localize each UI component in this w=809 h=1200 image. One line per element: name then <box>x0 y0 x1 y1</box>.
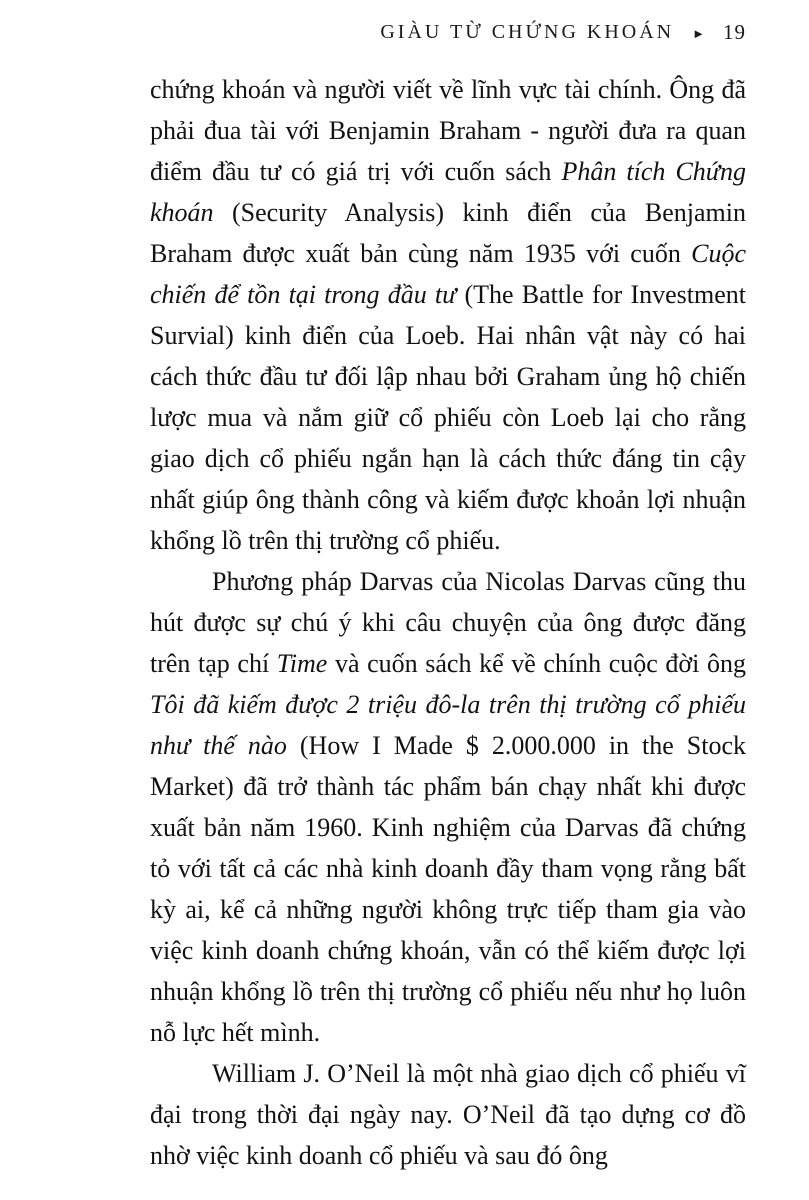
paragraph-3 <box>150 1053 746 1176</box>
page-header <box>150 20 746 45</box>
arrow-right-icon: ► <box>692 26 705 41</box>
book-title-italic: Tôi đã kiếm được 2 triệu đô-la trên thị trường cổ phiếu như thế nào <box>150 690 746 760</box>
text-run: (The Battle for Investment Survial) kinh điển của Loeb. Hai nhân vật này có hai cách thức đầu tư đối lập nhau bởi Graham ủng hộ chiến lược mua và nắm giữ cổ phiếu còn Loeb lại cho rằng giao dịch cổ phiếu ngắn hạn là cách thức đáng tin cậy nhất giúp ông thành công và kiếm được khoản lợi nhuận khổng lồ trên thị trường cổ phiếu. <box>150 280 746 555</box>
book-title-italic: Phân tích Chứng khoán <box>150 157 746 227</box>
text-run: Phương pháp Darvas của Nicolas Darvas cũng thu hút được sự chú ý khi câu chuyện của ông được đăng trên tạp chí <box>150 567 746 678</box>
page-body <box>150 69 746 1176</box>
paragraph-1 <box>150 69 746 561</box>
text-run: (How I Made $ 2.000.000 in the Stock Market) đã trở thành tác phẩm bán chạy nhất khi được xuất bản năm 1960. Kinh nghiệm của Darvas đã chứng tỏ với tất cả các nhà kinh doanh đầy tham vọng rằng bất kỳ ai, kể cả những người không trực tiếp tham gia vào việc kinh doanh chứng khoán, vẫn có thể kiếm được lợi nhuận khổng lồ trên thị trường cổ phiếu nếu như họ luôn nỗ lực hết mình. <box>150 731 746 1047</box>
running-title: GIÀU TỪ CHỨNG KHOÁN <box>380 21 675 43</box>
text-run: William J. O’Neil là một nhà giao dịch cổ phiếu vĩ đại trong thời đại ngày nay. O’Neil đã tạo dựng cơ đồ nhờ việc kinh doanh cổ phiếu và sau đó ông <box>150 1059 746 1170</box>
magazine-title-italic: Time <box>276 649 328 678</box>
book-title-italic: Cuộc chiến để tồn tại trong đầu tư <box>150 239 746 309</box>
paragraph-2 <box>150 561 746 1053</box>
text-run: (Security Analysis) kinh điển của Benjamin Braham được xuất bản cùng năm 1935 với cuốn <box>150 198 746 268</box>
text-run: chứng khoán và người viết về lĩnh vực tài chính. Ông đã phải đua tài với Benjamin Braham - người đưa ra quan điểm đầu tư có giá trị với cuốn sách <box>150 75 746 186</box>
page-number: 19 <box>723 20 746 44</box>
text-run: và cuốn sách kể về chính cuộc đời ông <box>327 649 746 678</box>
